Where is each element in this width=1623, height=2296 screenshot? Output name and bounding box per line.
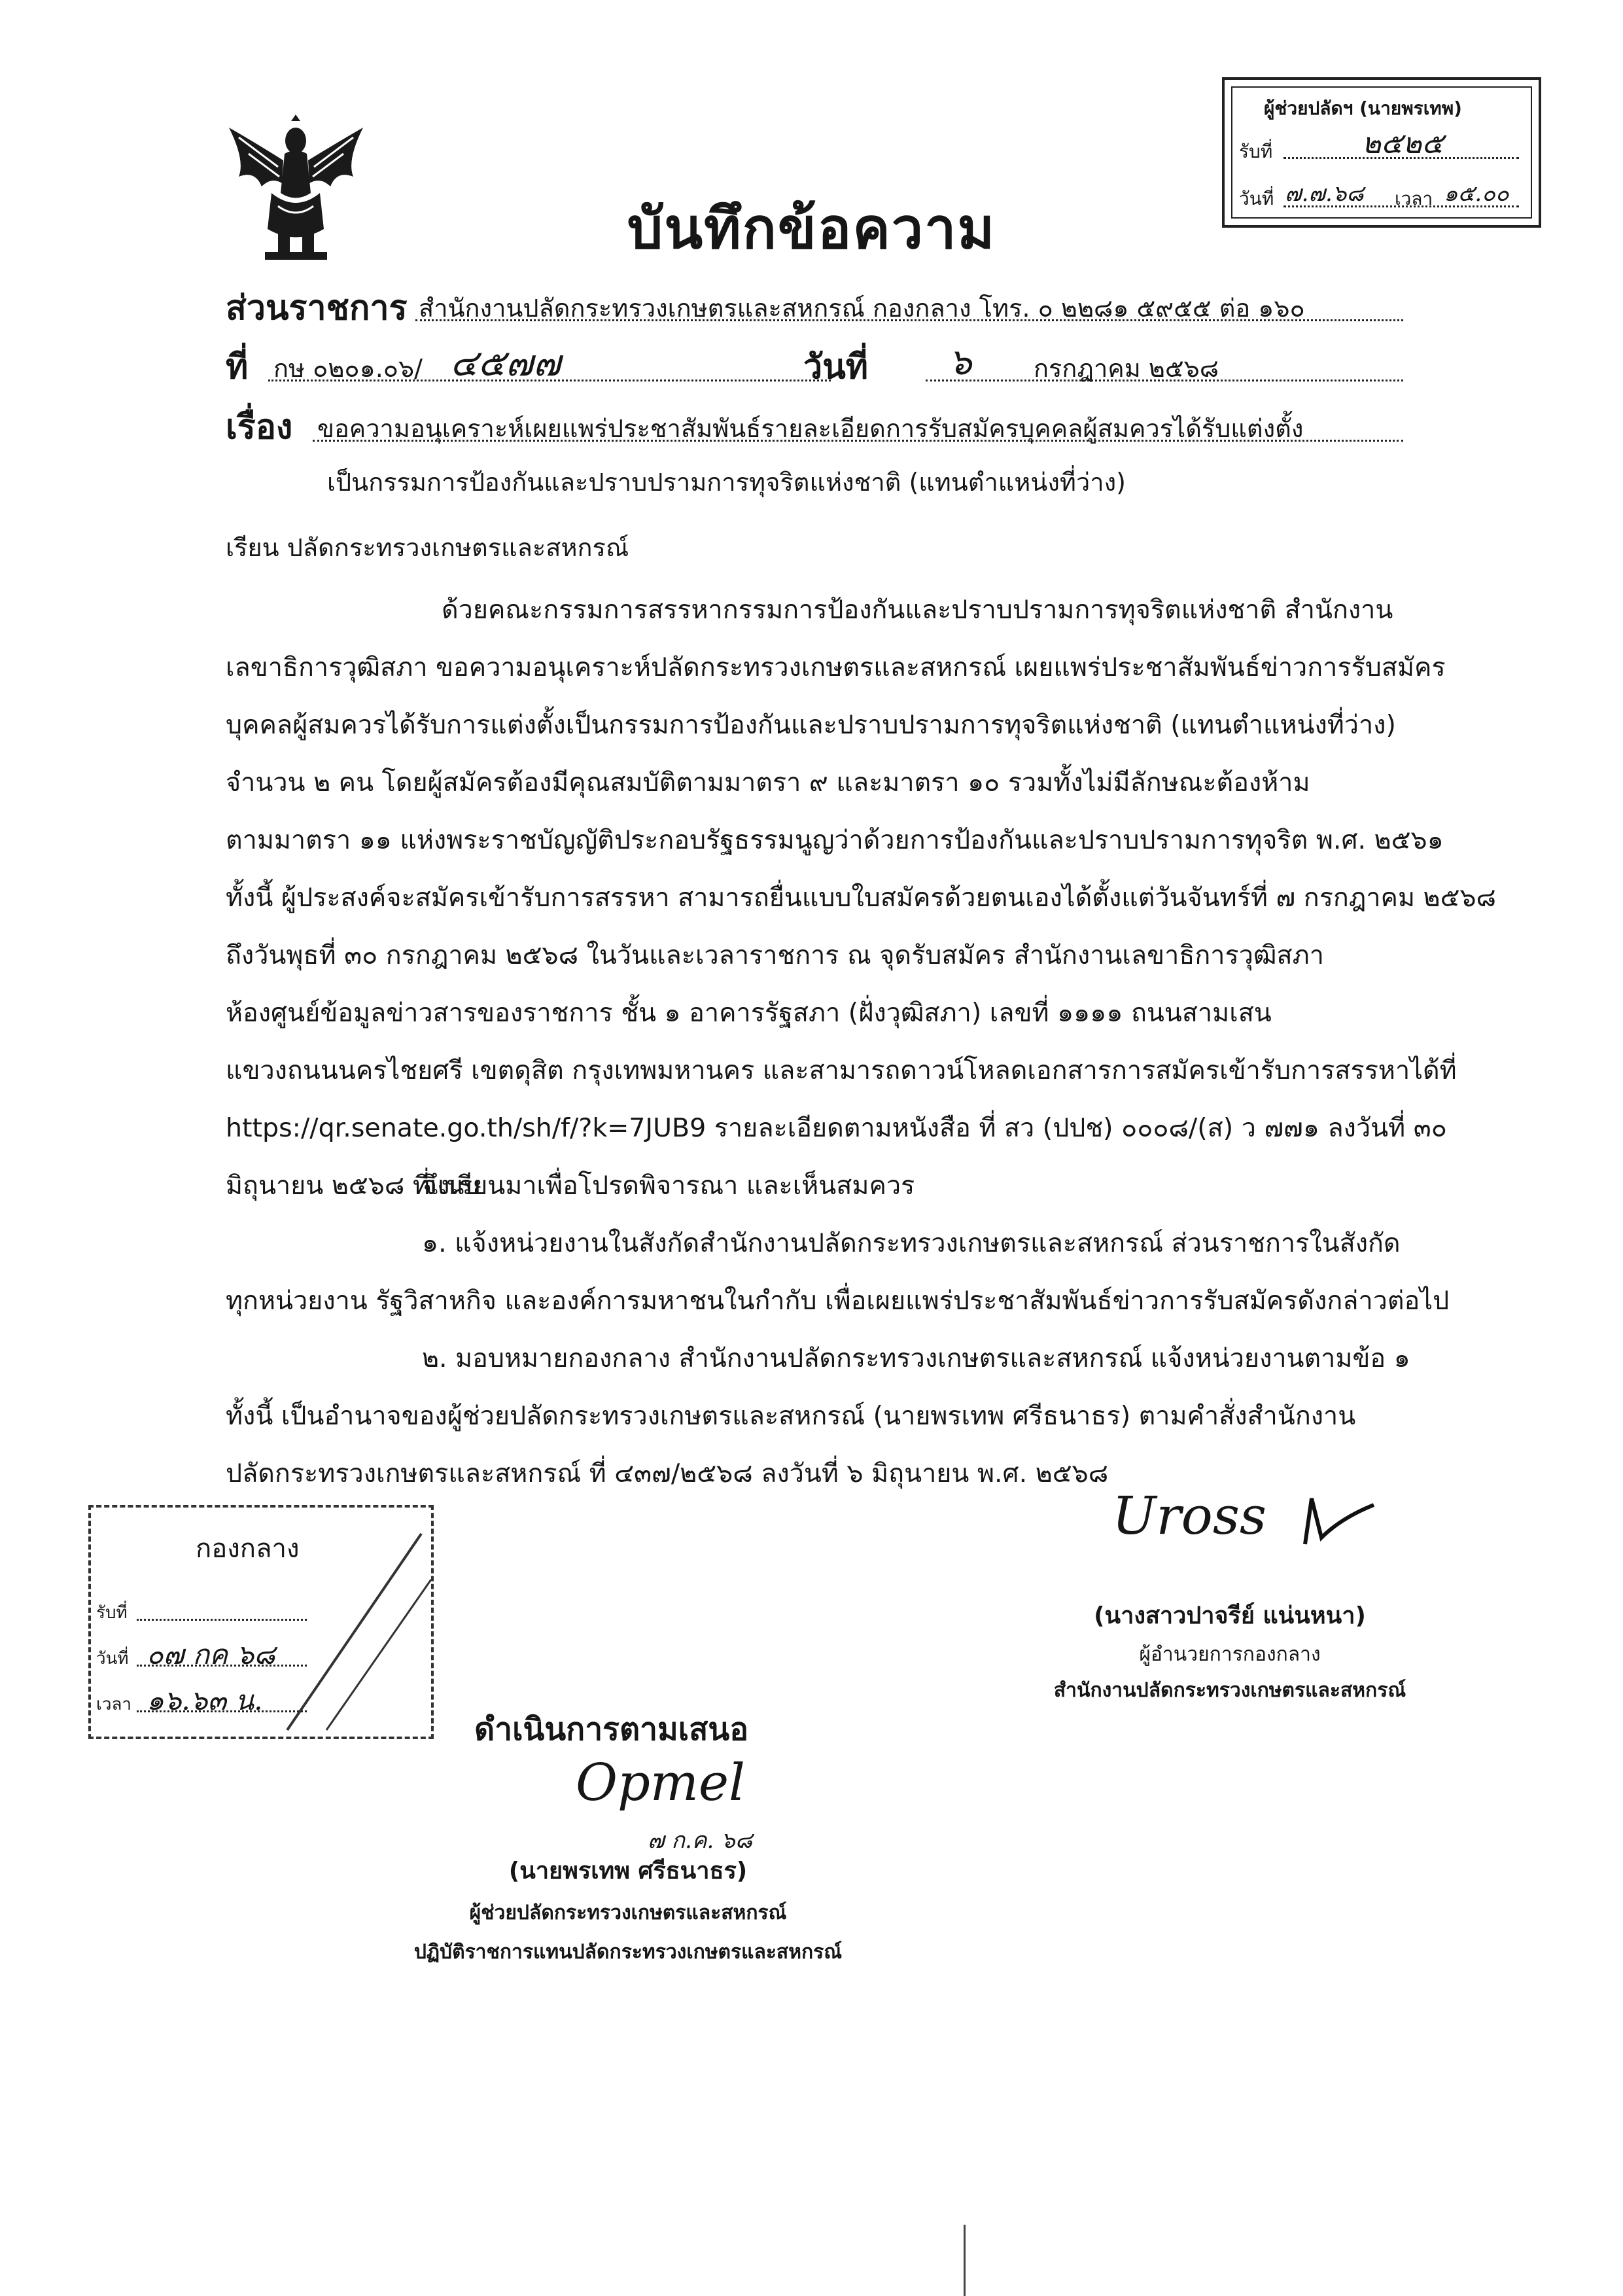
salutation: เรียน ปลัดกระทรวงเกษตรและสหกรณ์ bbox=[226, 533, 629, 562]
box-date-dotline bbox=[137, 1665, 307, 1667]
body-line: ตามมาตรา ๑๑ แห่งพระราชบัญญัติประกอบรัฐธรรมนูญว่าด้วยการป้องกันและปราบปรามการทุจริต พ.ศ. ๒๕๖๑ bbox=[226, 825, 1444, 855]
body-paragraph bbox=[226, 581, 1497, 1214]
body-line: ถึงวันพุธที่ ๓๐ กรกฎาคม ๒๕๖๘ ในวันและเวลาราชการ ณ จุดรับสมัคร สำนักงานเลขาธิการวุฒิสภา bbox=[226, 940, 1324, 970]
approval-sign-date: ๗ ก.ค. ๖๘ bbox=[648, 1828, 752, 1854]
stamp-time-value: ๑๕.๐๐ bbox=[1444, 181, 1509, 207]
memo-title: บันทึกข้อความ bbox=[627, 196, 996, 262]
request-line: ปลัดกระทรวงเกษตรและสหกรณ์ ที่ ๔๓๗/๒๕๖๘ ลงวันที่ ๖ มิถุนายน พ.ศ. ๒๕๖๘ bbox=[226, 1458, 1109, 1489]
body-line: จำนวน ๒ คน โดยผู้สมัครต้องมีคุณสมบัติตามมาตรา ๙ และมาตรา ๑๐ รวมทั้งไม่มีลักษณะต้องห้าม bbox=[226, 768, 1310, 798]
stamp-date-value: ๗.๗.๖๘ bbox=[1285, 181, 1364, 207]
body-line: มิถุนายน ๒๕๖๘ ที่แนบ bbox=[226, 1171, 481, 1201]
body-line: https://qr.senate.go.th/sh/f/?k=7JUB9 รายละเอียดตามหนังสือ ที่ สว (ปปช) ๐๐๐๘/(ส) ว ๗๗๑ ลงวันที่ ๓๐ bbox=[226, 1113, 1447, 1143]
request-paragraph bbox=[226, 1157, 1469, 1502]
agency-value: สำนักงานปลัดกระทรวงเกษตรและสหกรณ์ กองกลาง โทร. ๐ ๒๒๘๑ ๕๙๕๕ ต่อ ๑๖๐ bbox=[419, 294, 1305, 323]
box-date-label: วันที่ bbox=[96, 1649, 129, 1669]
ref-dotline bbox=[268, 380, 831, 381]
scan-mark bbox=[964, 2225, 966, 2296]
body-line: ด้วยคณะกรรมการสรรหากรรมการป้องกันและปราบปรามการทุจริตแห่งชาติ สำนักงาน bbox=[442, 595, 1393, 625]
date-dotline bbox=[926, 380, 1403, 381]
agency-label: ส่วนราชการ bbox=[226, 289, 408, 328]
request-line: ๒. มอบหมายกองกลาง สำนักงานปลัดกระทรวงเกษตรและสหกรณ์ แจ้งหน่วยงานตามข้อ ๑ bbox=[422, 1343, 1410, 1373]
ref-handwritten-number: ๔๕๗๗ bbox=[450, 342, 561, 385]
approval-text: ดำเนินการตามเสนอ bbox=[474, 1711, 749, 1748]
date-rest: กรกฎาคม ๒๕๖๘ bbox=[1034, 354, 1219, 383]
signer1-name: (นางสาวปาจรีย์ แน่นหนา) bbox=[1094, 1602, 1366, 1629]
agency-dotline bbox=[415, 319, 1403, 321]
subject-line-2: เป็นกรรมการป้องกันและปราบปรามการทุจริตแห่งชาติ (แทนตำแหน่งที่ว่าง) bbox=[327, 468, 1126, 497]
body-line: แขวงถนนนครไชยศรี เขตดุสิต กรุงเทพมหานคร และสามารถดาวน์โหลดเอกสารการสมัครเข้ารับการสรรหาได้ที่ bbox=[226, 1055, 1457, 1086]
date-label: วันที่ bbox=[803, 347, 869, 387]
box-time-value: ๑๖.๖๓ น. bbox=[147, 1684, 263, 1716]
box-time-label: เวลา bbox=[96, 1695, 132, 1714]
division-receive-stamp bbox=[88, 1505, 434, 1739]
box-stamp-title: กองกลาง bbox=[196, 1534, 300, 1564]
approval-position: ผู้ช่วยปลัดกระทรวงเกษตรและสหกรณ์ bbox=[469, 1901, 787, 1924]
request-line: ๑. แจ้งหน่วยงานในสังกัดสำนักงานปลัดกระทรวงเกษตรและสหกรณ์ ส่วนราชการในสังกัด bbox=[422, 1228, 1401, 1258]
ref-label: ที่ bbox=[226, 347, 249, 387]
box-receive-label: รับที่ bbox=[96, 1603, 128, 1623]
subject-line-1: ขอความอนุเคราะห์เผยแพร่ประชาสัมพันธ์รายละเอียดการรับสมัครบุคคลผู้สมควรได้รับแต่งตั้ง bbox=[317, 414, 1304, 443]
approval-signature: Opmel bbox=[576, 1754, 745, 1812]
body-line: ทั้งนี้ ผู้ประสงค์จะสมัครเข้ารับการสรรหา สามารถยื่นแบบใบสมัครด้วยตนเองได้ตั้งแต่วันจันทร์ที่ ๗ กรกฎาคม ๒๕๖๘ bbox=[226, 883, 1497, 913]
stamp-time-label: เวลา bbox=[1395, 188, 1433, 209]
stamp-receive-number: ๒๕๒๕ bbox=[1362, 127, 1444, 160]
body-line: ห้องศูนย์ข้อมูลข่าวสารของราชการ ชั้น ๑ อาคารรัฐสภา (ฝั่งวุฒิสภา) เลขที่ ๑๑๑๑ ถนนสามเสน bbox=[226, 998, 1272, 1028]
signer1-signature: Uross bbox=[1112, 1485, 1266, 1546]
signer1-signature-stroke bbox=[1302, 1492, 1380, 1551]
subject-label: เรื่อง bbox=[226, 408, 293, 447]
box-receive-dotline bbox=[137, 1619, 307, 1621]
approval-acting: ปฏิบัติราชการแทนปลัดกระทรวงเกษตรและสหกรณ์ bbox=[413, 1941, 843, 1964]
stamp-title: ผู้ช่วยปลัดฯ (นายพรเทพ) bbox=[1264, 97, 1462, 119]
stamp-date-label: วันที่ bbox=[1239, 188, 1274, 209]
box-date-value: ๐๗ กค ๖๘ bbox=[147, 1638, 275, 1670]
request-line: จึงเรียนมาเพื่อโปรดพิจารณา และเห็นสมควร bbox=[422, 1171, 915, 1201]
stamp-receive-label: รับที่ bbox=[1239, 141, 1273, 162]
request-line: ทุกหน่วยงาน รัฐวิสาหกิจ และองค์การมหาชนในกำกับ เพื่อเผยแพร่ประชาสัมพันธ์ข่าวการรับสมัครดังกล่าวต่อไป bbox=[226, 1286, 1450, 1316]
subject-dotline bbox=[313, 440, 1403, 442]
date-day-handwritten: ๖ bbox=[949, 341, 972, 383]
signer1-org: สำนักงานปลัดกระทรวงเกษตรและสหกรณ์ bbox=[1053, 1679, 1406, 1702]
signer1-position: ผู้อำนวยการกองกลาง bbox=[1139, 1643, 1321, 1666]
body-line: บุคคลผู้สมควรได้รับการแต่งตั้งเป็นกรรมการป้องกันและปราบปรามการทุจริตแห่งชาติ (แทนตำแหน่งที่ว่าง) bbox=[226, 710, 1396, 740]
request-line: ทั้งนี้ เป็นอำนาจของผู้ช่วยปลัดกระทรวงเกษตรและสหกรณ์ (นายพรเทพ ศรีธนาธร) ตามคำสั่งสำนักงาน bbox=[226, 1401, 1356, 1431]
ref-value: กษ ๐๒๐๑.๐๖/ bbox=[273, 354, 423, 383]
approval-name: (นายพรเทพ ศรีธนาธร) bbox=[508, 1858, 748, 1884]
body-line: เลขาธิการวุฒิสภา ขอความอนุเคราะห์ปลัดกระทรวงเกษตรและสหกรณ์ เผยแพร่ประชาสัมพันธ์ข่าวการรับสมัคร bbox=[226, 652, 1446, 682]
box-time-dotline bbox=[137, 1710, 307, 1712]
